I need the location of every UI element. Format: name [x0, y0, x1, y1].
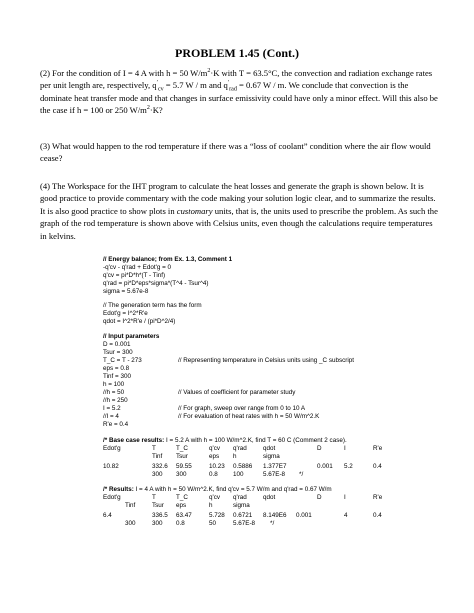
code-line: qdot = I^2*R'e / (pi*D^2/4) — [103, 318, 176, 325]
code-line: eps = 0.8 — [103, 365, 130, 372]
table-cell: */ — [270, 520, 275, 527]
table-cell: 1.377E7 — [263, 463, 287, 470]
table-header-cell: sigma — [233, 502, 250, 509]
table-header-cell: D — [317, 494, 322, 501]
code-line: h = 100 — [103, 381, 125, 388]
results-heading-text: I = 4 A with h = 50 W/m^2.K, find q'cv = 5.7 W/m and q'rad = 0.67 W/m — [133, 486, 332, 493]
table-cell: 0.001 — [317, 463, 333, 470]
table-cell: 5.67E-8 — [263, 471, 286, 478]
table-header-cell: qdot — [263, 445, 276, 452]
code-line: //I = 4 — [103, 413, 119, 420]
table-header-cell: I — [344, 494, 346, 501]
table-cell: 5.728 — [209, 512, 225, 519]
table-header-cell: q'cv — [209, 445, 221, 452]
table-cell: 332.6 — [152, 463, 168, 470]
code-line: q'cv = pi*D*h*(T - Tinf) — [103, 272, 166, 279]
p2-text-e: ·K? — [149, 105, 163, 116]
table-header-cell: q'cv — [209, 494, 221, 501]
table-cell: 300 — [125, 520, 136, 527]
code-line: //h = 250 — [103, 397, 128, 404]
p2-text-a: (2) For the condition of I = 4 A with h = 50 W/m — [40, 68, 208, 78]
paragraph-part-4 — [40, 180, 440, 242]
table-cell: 4 — [344, 512, 348, 519]
code-line: sigma = 5.67e-8 — [103, 288, 149, 295]
code-line: //h = 50 — [103, 389, 125, 396]
code-line: -q'cv - q'rad + Edot'g = 0 — [103, 264, 172, 271]
table-cell: 50 — [209, 520, 217, 527]
code-line: Tinf = 300 — [103, 373, 131, 380]
p2-sup-a: 2 — [207, 68, 211, 75]
code-line: R'e = 0.4 — [103, 421, 129, 428]
table-header-cell: T — [152, 494, 156, 501]
table-header-cell: Tinf — [152, 453, 163, 460]
code-line: // Input parameters — [103, 333, 160, 340]
paragraph-part-2 — [40, 67, 440, 117]
results-heading-bold: /* Results: — [103, 486, 134, 493]
table-header-cell: R'e — [373, 494, 383, 501]
table-cell: 10.23 — [209, 463, 225, 470]
table-header-cell: q'rad — [233, 445, 247, 452]
table-header-cell: R'e — [373, 445, 383, 452]
code-comment: // For evaluation of heat rates with h = 50 W/m^2.K — [178, 413, 320, 420]
table-header-cell: h — [209, 502, 213, 509]
table-header-cell: eps — [209, 453, 220, 460]
code-comment: // Representing temperature in Celsius units using _C subscript — [178, 357, 355, 364]
table-header-cell: Tsur — [152, 502, 164, 509]
p2-sup-d: 2 — [146, 105, 150, 112]
code-line: T_C = T - 273 — [103, 357, 142, 364]
qcv-subscript: cv — [157, 87, 164, 94]
table-cell: 300 — [176, 471, 187, 478]
table-header-cell: I — [344, 445, 346, 452]
table-cell: 59.55 — [176, 463, 192, 470]
table-header-cell: T — [152, 445, 156, 452]
table-header-cell: Tsur — [176, 453, 188, 460]
code-comment: // Values of coefficient for parameter study — [178, 389, 296, 396]
p2-text-b: ·K with T = 63.5°C, the convection and radiation exchange rates per unit length are, respectively, q — [40, 68, 433, 91]
table-header-cell: T_C — [176, 445, 188, 452]
results-heading — [103, 486, 332, 494]
table-cell: 0.001 — [296, 512, 312, 519]
table-cell: */ — [299, 471, 304, 478]
page-title: PROBLEM 1.45 (Cont.) — [175, 46, 299, 60]
code-line: // The generation term has the form — [103, 302, 202, 309]
code-line: Edot'g = I^2*R'e — [103, 310, 148, 317]
table-cell: 10.82 — [103, 463, 119, 470]
table-cell: 0.4 — [373, 463, 382, 470]
code-line: I = 5.2 — [103, 405, 121, 412]
results-heading-bold: /* Base case results: — [103, 437, 165, 444]
table-cell: 0.8 — [176, 520, 185, 527]
table-cell: 300 — [152, 520, 163, 527]
qrad-subscript: rad — [229, 87, 237, 94]
code-line: D = 0.001 — [103, 341, 131, 348]
table-cell: 5.2 — [344, 463, 353, 470]
code-line: // Energy balance; from Ex. 1.3, Comment 1 — [103, 256, 233, 263]
table-cell: 100 — [233, 471, 244, 478]
qcv-prime: ′ — [156, 80, 158, 87]
table-cell: 6.4 — [103, 512, 112, 519]
table-header-cell: sigma — [263, 453, 280, 460]
p2-text-c: = 5.7 W / m and q — [163, 80, 228, 91]
table-cell: 5.67E-8 — [233, 520, 256, 527]
table-cell: 63.47 — [176, 512, 192, 519]
code-comment: // For graph, sweep over range from 0 to 10 A — [178, 405, 306, 412]
table-header-cell: qdot — [263, 494, 276, 501]
table-header-cell: D — [317, 445, 322, 452]
results-heading-text: I = 5.2 A with h = 100 W/m^2.K, find T = 60 C (Comment 2 case). — [164, 437, 347, 444]
table-header-cell: Edot'g — [103, 445, 121, 452]
code-line: q'rad = pi*D*eps*sigma*(T^4 - Tsur^4) — [103, 280, 209, 287]
table-cell: 336.5 — [152, 512, 168, 519]
table-cell: 0.8 — [209, 471, 218, 478]
qrad-prime: ′ — [227, 80, 230, 87]
p4-italic-word: customary — [176, 205, 213, 216]
table-header-cell: T_C — [176, 494, 188, 501]
table-cell: 0.4 — [373, 512, 382, 519]
table-cell: 8.149E6 — [263, 512, 287, 519]
p4-text-b: units, that is, the units used to prescribe the problem. As such the graph of the rod temperature is shown above with Celsius units, even though the calculations require temperatures in kelvins. — [40, 205, 438, 241]
table-header-cell: Edot'g — [103, 494, 121, 501]
table-header-cell: q'rad — [233, 494, 247, 501]
p4-text-a: (4) The Workspace for the IHT program to calculate the heat losses and generate the graph is shown below. It is good practice to provide commentary with the code making your solution logic clear, and to summarize the results. It is also good practice to show plots in — [40, 181, 436, 216]
table-cell: 0.6721 — [233, 512, 253, 519]
table-cell: 300 — [152, 471, 163, 478]
table-header-cell: eps — [176, 502, 187, 509]
paragraph-part-3: (3) What would happen to the rod temperature if there was a “loss of coolant” condition where the air flow would cease? — [40, 141, 431, 164]
p2-text-d: = 0.67 W / m. We conclude that convection is the dominate heat transfer mode and that changes in surface emissivity could have only a minor effect. Will this also be the case if h = 100 or 250 W/m — [40, 80, 438, 116]
table-header-cell: Tinf — [125, 502, 136, 509]
results-heading — [103, 437, 347, 445]
table-header-cell: h — [233, 453, 237, 460]
code-line: Tsur = 300 — [103, 349, 133, 356]
table-cell: 0.5886 — [233, 463, 253, 470]
